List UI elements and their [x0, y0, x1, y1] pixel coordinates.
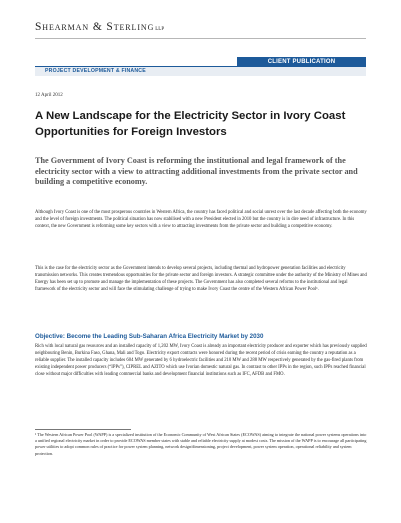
body-paragraph: Although Ivory Coast is one of the most prosperous countries in Western Africa, the country has faced political and social unrest over the last decade affecting both the economy and the level of foreign investments. The political situation has now stabilised with a new President elected in 2010 but the country is in dire need of infrastructure. In this context, the new Government is reforming some key sectors with a view to attracting investments from the private sector and building a competitive economy.	[35, 210, 367, 230]
body-paragraph: This is the case for the electricity sector as the Government intends to develop several projects, including thermal and hydropower generation facilities and electricity transmission networks. This creates tremendous opportunities for the private sector and foreign investors. A strategic committee under the authority of the Ministry of Mines and Energy has been set up to promote and manage the implementation of these projects. The Government has also completed several reforms to the institutional and legal framework of the electricity sector and will face the stimulating challenge of trying to make Ivory Coast the centre of the Western African Power Pool¹.	[35, 266, 367, 293]
footnote: ¹ The Western African Power Pool (WAPP) is a specialized institution of the Economic Community of West African States (ECOWAS) aiming to integrate the national power systems operations into a unified regional electricity market in order to provide ECOWAS member states with stable and reliable electricity supply at modest costs. The mission of the WAPP is to encourage all participating power utilities to adopt common rules of practice for power system planning, network design/dimensioning, project development, power system operation, operational reliability and system protection.	[35, 432, 367, 456]
firm-suffix: LLP	[155, 27, 165, 32]
body-paragraph: Rich with local natural gas resources and an installed capacity of 1,202 MW, Ivory Coast is already an important electricity producer and exporter which has previously supplied neighbouring Benin, Burkina Faso, Ghana, Mali and Togo. Electricity export contracts were honored during the recent period of crisis earning the country a reputation as a reliable supplier. The installed capacity includes 604 MW generated by 6 hydroelectric facilities and 210 MW and 288 MW respectively generated by the gas-fired plants from existing independent power producers (“IPPs”), CIPREL and AZITO which use Ivorian domestic natural gas. In contrast to other IPPs in the region, such IPPs reached financial close without major difficulties with leading commercial banks and development financial institutions such as IFC, AFDB and FMO.	[35, 344, 367, 378]
article-title: A New Landscape for the Electricity Sector in Ivory Coast Opportunities for Foreign Investors	[35, 110, 346, 138]
firm-name: Shearman & Sterling	[35, 21, 155, 33]
section-label: PROJECT DEVELOPMENT & FINANCE	[45, 68, 146, 74]
firm-logo	[35, 21, 164, 33]
footnote-rule	[35, 429, 131, 430]
publication-date: 12 April 2012	[35, 93, 63, 98]
objective-heading: Objective: Become the Leading Sub-Saharan Africa Electricity Market by 2030	[35, 333, 264, 340]
header-rule	[35, 38, 366, 39]
client-publication-tab: CLIENT PUBLICATION	[237, 57, 366, 67]
article-lede: The Government of Ivory Coast is reforming the institutional and legal framework of the electricity sector with a view to attracting additional investments from the private sector and building a competitive economy.	[35, 156, 358, 186]
